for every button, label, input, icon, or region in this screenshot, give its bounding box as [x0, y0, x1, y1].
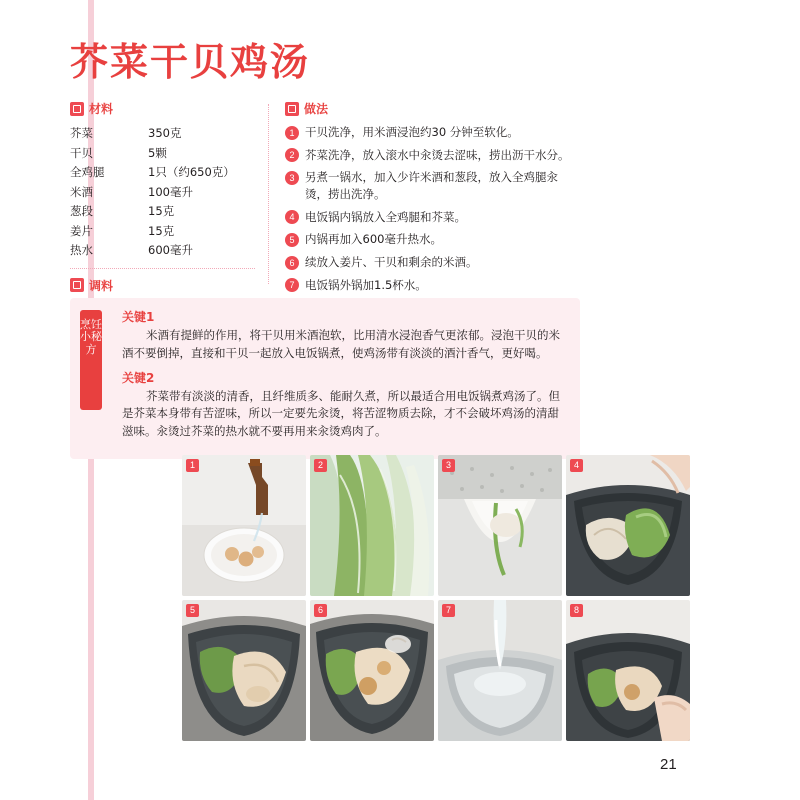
step-text: 内锅再加入600毫升热水。	[305, 232, 442, 247]
ingredient-name: 热水	[70, 243, 93, 258]
ingredient-name: 全鸡腿	[70, 165, 105, 180]
method-heading-label: 做法	[304, 102, 329, 116]
photo-image	[310, 455, 434, 596]
step-number: 2	[285, 148, 299, 162]
list-item	[285, 277, 580, 294]
ingredient-name: 干贝	[70, 145, 93, 160]
table-row	[70, 222, 255, 242]
step-number: 4	[285, 210, 299, 224]
ingredient-name: 米酒	[70, 184, 93, 199]
list-item	[285, 169, 580, 202]
photo-badge: 4	[570, 459, 583, 472]
ingredient-amount: 15克	[148, 204, 175, 219]
photo-image	[438, 600, 562, 741]
cooking-tips-tab-label: 烹饪小秘方	[80, 310, 102, 410]
step-photo-2	[310, 455, 434, 596]
photo-image	[182, 600, 306, 741]
step-photo-grid	[182, 455, 692, 741]
step-photo-5	[182, 600, 306, 741]
ingredient-name: 姜片	[70, 223, 93, 238]
step-number: 5	[285, 233, 299, 247]
column-divider	[268, 104, 270, 284]
step-text: 干贝洗净，用米酒浸泡约30 分钟至软化。	[305, 125, 519, 139]
step-number: 6	[285, 256, 299, 270]
ingredient-amount: 5颗	[148, 145, 167, 160]
cooking-tips-box	[70, 298, 580, 459]
step-photo-8	[566, 600, 690, 741]
step-text: 续放入姜片、干贝和剩余的米酒。	[305, 255, 478, 270]
ingredients-table	[70, 124, 255, 261]
step-photo-4	[566, 455, 690, 596]
photo-badge: 7	[442, 604, 455, 617]
photo-badge: 3	[442, 459, 455, 472]
list-item	[285, 147, 580, 164]
photo-badge: 5	[186, 604, 199, 617]
list-item	[285, 254, 580, 271]
photo-image	[566, 600, 690, 741]
ingredient-name: 芥菜	[70, 126, 93, 140]
table-row	[70, 124, 255, 144]
ingredient-amount: 15克	[148, 223, 175, 238]
ingredient-amount: 350克	[148, 126, 182, 140]
photo-image	[310, 600, 434, 741]
step-text: 电饭锅外锅加1.5杯水。	[305, 277, 427, 292]
method-heading	[285, 100, 580, 117]
photo-badge: 1	[186, 459, 199, 472]
table-row	[70, 202, 255, 222]
step-photo-1	[182, 455, 306, 596]
method-icon	[285, 102, 299, 116]
photo-image	[182, 455, 306, 596]
seasoning-heading-label: 调料	[89, 278, 114, 293]
photo-badge: 8	[570, 604, 583, 617]
tip-text: 芥菜带有淡淡的清香，且纤维质多、能耐久煮，所以最适合用电饭锅煮鸡汤了。但是芥菜本身带有苦涩味，所以一定要先汆烫，将苦涩物质去除，才不会破坏鸡汤的清甜滋味。汆烫过芥菜的热水就不要再用来汆烫鸡肉了。	[122, 388, 560, 439]
list-item	[285, 209, 580, 226]
ingredients-icon	[70, 102, 84, 116]
list-item	[285, 231, 580, 248]
step-photo-6	[310, 600, 434, 741]
ingredient-amount: 600毫升	[148, 243, 193, 258]
page-number: 21	[660, 756, 677, 773]
photo-image	[438, 455, 562, 596]
step-text: 芥菜洗净，放入滚水中汆烫去涩味，捞出沥干水分。	[305, 147, 570, 162]
table-row	[70, 183, 255, 203]
step-text: 电饭锅内锅放入全鸡腿和芥菜。	[305, 209, 466, 224]
ingredient-name: 葱段	[70, 204, 93, 219]
table-row	[70, 241, 255, 261]
step-number: 7	[285, 278, 299, 292]
photo-image	[566, 455, 690, 596]
step-number: 1	[285, 126, 299, 140]
page-title: 芥菜干贝鸡汤	[70, 40, 311, 84]
tip-key-label: 关键2	[122, 370, 155, 385]
table-row	[70, 144, 255, 164]
photo-badge: 2	[314, 459, 327, 472]
ingredient-amount: 100毫升	[148, 184, 193, 199]
list-item	[285, 124, 580, 141]
seasoning-heading	[70, 277, 260, 294]
ingredients-heading	[70, 100, 260, 117]
step-text: 另煮一锅水，加入少许米酒和葱段，放入全鸡腿汆烫，捞出洗净。	[305, 170, 558, 202]
table-row	[70, 163, 255, 183]
step-photo-7	[438, 600, 562, 741]
ingredients-heading-label: 材料	[89, 102, 114, 116]
seasoning-icon	[70, 278, 84, 292]
ingredient-amount: 1只（约650克）	[148, 165, 235, 180]
photo-badge: 6	[314, 604, 327, 617]
ingredients-seasoning-divider	[70, 268, 255, 269]
step-number: 3	[285, 171, 299, 185]
tip-key-label: 关键1	[122, 310, 155, 324]
ingredients-column	[70, 100, 260, 320]
step-photo-3	[438, 455, 562, 596]
tip-text: 米酒有提鲜的作用，将干贝用米酒泡软，比用清水浸泡香气更浓郁。浸泡干贝的米酒不要倒掉，直接和干贝一起放入电饭锅煮，使鸡汤带有淡淡的酒汁香气，更好喝。	[122, 328, 560, 360]
